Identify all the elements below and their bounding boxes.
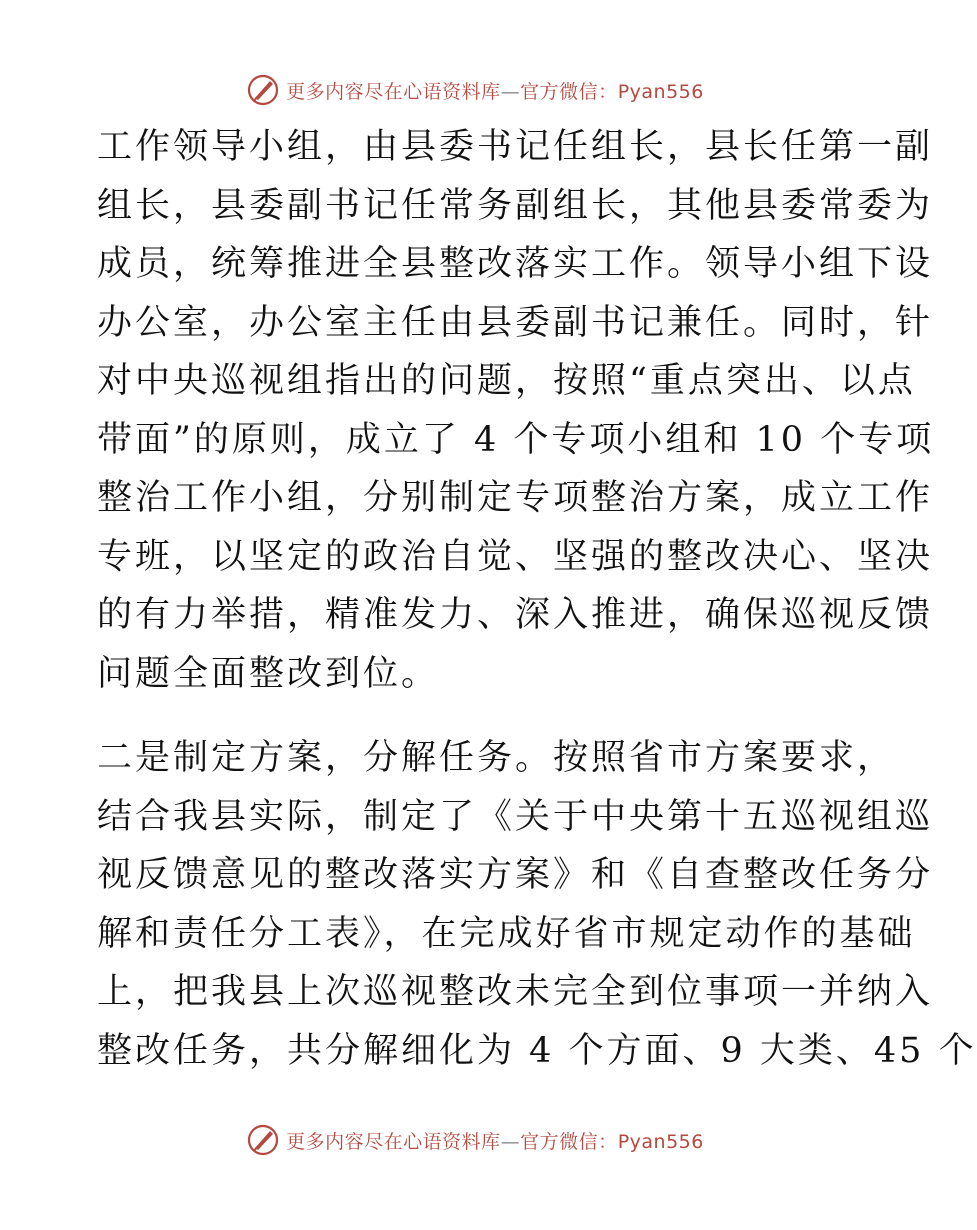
paragraph-2 — [97, 729, 977, 1080]
footer-wechat-label: 官方微信： — [520, 1130, 618, 1153]
text-line: 问题全面整改到位。 — [97, 653, 440, 694]
text-line: 整治工作小组，分别制定专项整治方案，成立工作 — [97, 478, 934, 518]
footer-site-text: 更多内容尽在心语资料库 — [286, 1130, 501, 1153]
text-line: 工作领导小组，由县委书记任组长，县长任第一副 — [97, 127, 934, 167]
paragraph-1 — [97, 118, 935, 703]
text-line: 视反馈意见的整改落实方案》和《自查整改任务分 — [97, 855, 934, 895]
text-line: 解和责任分工表》，在完成好省市规定动作的基础 — [97, 913, 916, 954]
footer-banner-text — [286, 1127, 704, 1154]
text-line: 上，把我县上次巡视整改未完全到位事项一并纳入 — [97, 972, 934, 1012]
footer-banner — [0, 1120, 950, 1160]
paragraph-gap — [97, 703, 857, 729]
quill-pen-logo-icon — [246, 1123, 280, 1157]
text-line: 结合我县实际，制定了《关于中央第十五巡视组巡 — [97, 796, 934, 837]
footer-separator: — — [500, 1130, 521, 1153]
header-banner-text — [286, 77, 704, 104]
footer-wechat-id: Pyan556 — [617, 1130, 704, 1153]
text-line: 的有力举措，精准发力、深入推进，确保巡视反馈 — [97, 595, 934, 635]
text-line: 整改任务，共分解细化为 4 个方面、9 大类、45 个 — [97, 1030, 977, 1071]
text-line: 对中央巡视组指出的问题，按照“重点突出、以点 — [97, 361, 916, 401]
text-line: 组长，县委副书记任常务副组长，其他县委常委为 — [97, 185, 934, 226]
text-line: 成员，统筹推进全县整改落实工作。领导小组下设 — [97, 244, 934, 284]
header-site-text: 更多内容尽在心语资料库 — [286, 80, 501, 103]
text-line: 专班，以坚定的政治自觉、坚强的整改决心、坚决 — [97, 536, 934, 577]
header-wechat-id: Pyan556 — [617, 80, 704, 103]
header-wechat-label: 官方微信： — [520, 80, 618, 103]
quill-pen-logo-icon — [246, 73, 280, 107]
header-separator: — — [500, 80, 521, 103]
text-line: 办公室，办公室主任由县委副书记兼任。同时，针 — [97, 302, 934, 343]
document-body — [97, 118, 977, 1080]
text-line: 带面”的原则，成立了 4 个专项小组和 10 个专项 — [97, 419, 935, 460]
text-line: 二是制定方案，分解任务。按照省市方案要求， — [97, 738, 896, 778]
header-banner — [0, 70, 950, 110]
